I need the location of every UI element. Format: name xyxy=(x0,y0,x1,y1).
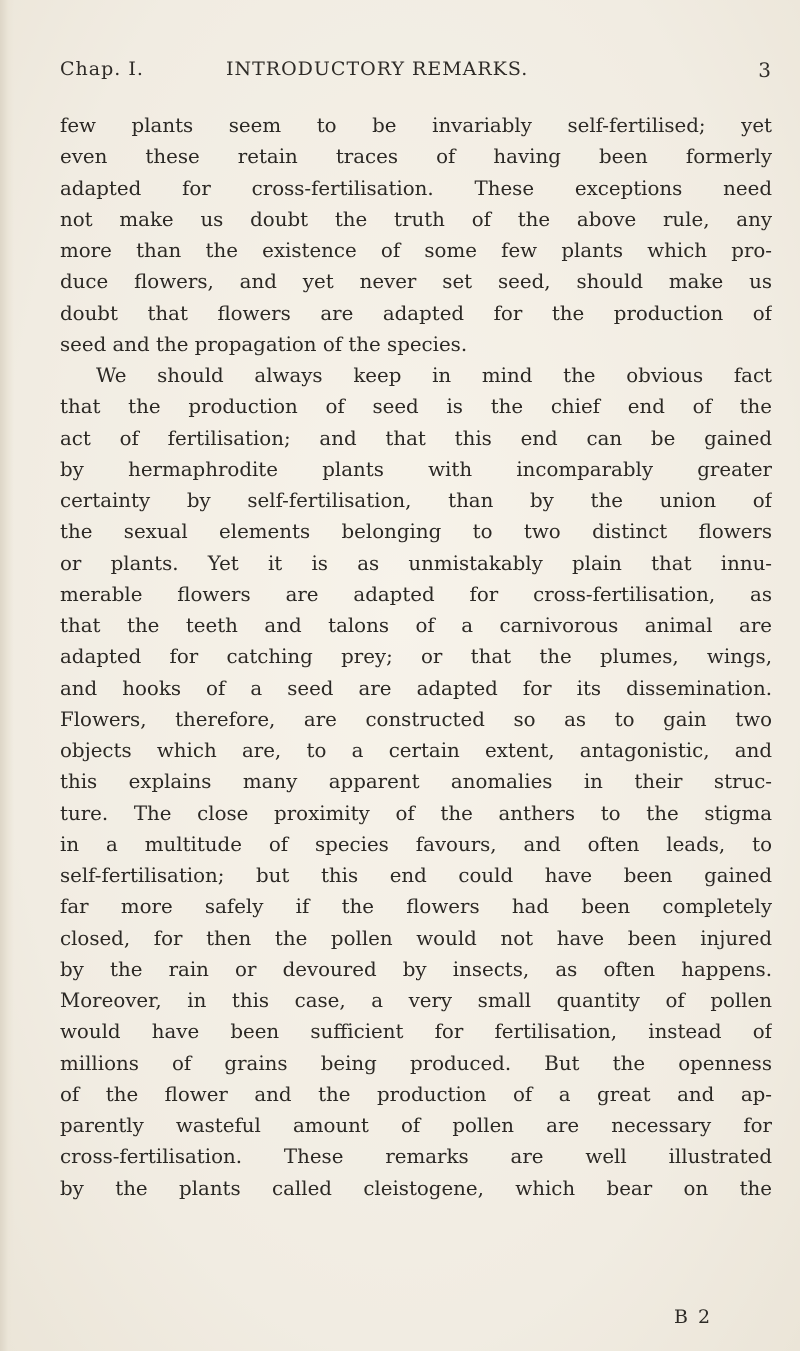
text-line: far more safely if the flowers had been completely xyxy=(60,895,772,919)
text-line: millions of grains being produced. But the openness xyxy=(60,1051,772,1075)
body-text xyxy=(60,110,772,1204)
signature-mark: B 2 xyxy=(674,1306,713,1328)
text-line: this explains many apparent anomalies in their struc- xyxy=(60,770,772,794)
text-line: Flowers, therefore, are constructed so as to gain two xyxy=(60,707,772,731)
text-line: certainty by self-fertilisation, than by the union of xyxy=(60,489,772,512)
page-gutter-shadow xyxy=(0,0,14,1351)
running-title: INTRODUCTORY REMARKS. xyxy=(226,58,529,80)
text-line: Moreover, in this case, a very small quantity of pollen xyxy=(60,989,772,1012)
text-line: cross-fertilisation. These remarks are well illustrated xyxy=(60,1145,772,1169)
text-line: ture. The close proximity of the anthers to the stigma xyxy=(60,801,772,825)
text-line: and hooks of a seed are adapted for its dissemination. xyxy=(60,676,772,700)
text-line: of the flower and the production of a great and ap- xyxy=(60,1082,772,1106)
page-number: 3 xyxy=(758,58,772,82)
text-line: that the teeth and talons of a carnivorous animal are xyxy=(60,614,772,637)
text-line: closed, for then the pollen would not have been injured xyxy=(60,926,772,950)
text-line: duce flowers, and yet never set seed, should make us xyxy=(60,270,772,294)
text-line: more than the existence of some few plants which pro- xyxy=(60,239,772,262)
text-line: by hermaphrodite plants with incomparably greater xyxy=(60,457,772,481)
text-line: not make us doubt the truth of the above rule, any xyxy=(60,207,772,231)
text-line: adapted for catching prey; or that the plumes, wings, xyxy=(60,645,772,669)
text-line: adapted for cross-fertilisation. These exceptions need xyxy=(60,176,772,200)
text-line: would have been sufficient for fertilisation, instead of xyxy=(60,1020,772,1044)
text-line: in a multitude of species favours, and often leads, to xyxy=(60,832,772,856)
text-line: merable flowers are adapted for cross-fertilisation, as xyxy=(60,582,772,606)
text-line: even these retain traces of having been formerly xyxy=(60,145,772,169)
text-line: by the rain or devoured by insects, as often happens. xyxy=(60,957,772,981)
text-line: doubt that flowers are adapted for the production of xyxy=(60,301,772,325)
running-header xyxy=(60,58,772,88)
text-line: by the plants called cleistogene, which bear on the xyxy=(60,1176,772,1200)
text-line: few plants seem to be invariably self-fertilised; yet xyxy=(60,114,772,137)
text-line: that the production of seed is the chief end of the xyxy=(60,395,772,419)
text-line: seed and the propagation of the species. xyxy=(60,332,468,356)
text-line: self-fertilisation; but this end could have been gained xyxy=(60,864,772,887)
text-line: the sexual elements belonging to two distinct flowers xyxy=(60,520,772,544)
text-line: or plants. Yet it is as unmistakably plain that innu- xyxy=(60,551,772,575)
text-line: objects which are, to a certain extent, antagonistic, and xyxy=(60,739,772,762)
chapter-label: Chap. I. xyxy=(60,58,144,80)
text-line: We should always keep in mind the obvious fact xyxy=(96,364,772,387)
text-line: parently wasteful amount of pollen are necessary for xyxy=(60,1114,772,1137)
text-line: act of fertilisation; and that this end can be gained xyxy=(60,426,772,450)
